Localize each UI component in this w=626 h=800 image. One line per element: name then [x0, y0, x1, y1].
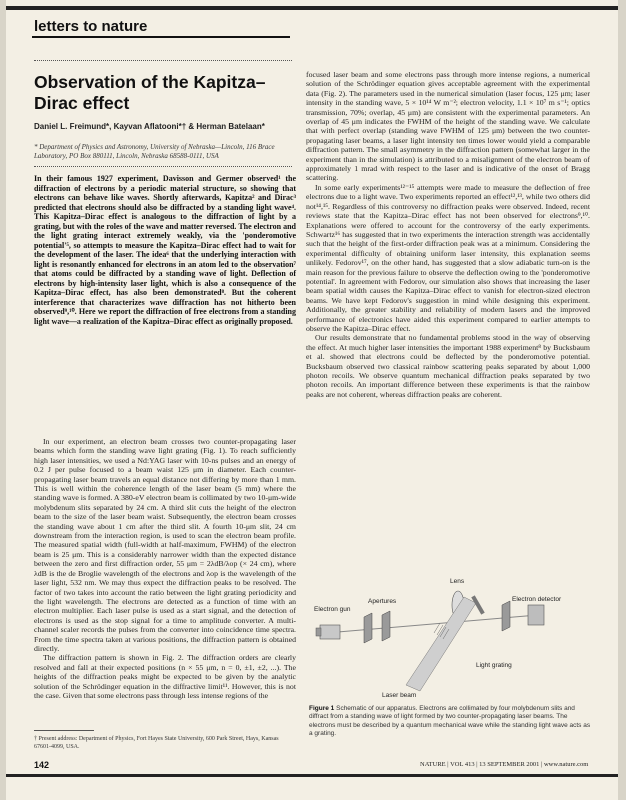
right-column-body [306, 70, 590, 399]
label-apertures: Apertures [368, 598, 397, 605]
journal-footer: NATURE | VOL 413 | 13 SEPTEMBER 2001 | www.nature.com [420, 761, 589, 768]
section-underline [32, 36, 290, 38]
label-laser-beam: Laser beam [382, 692, 417, 699]
dotted-divider [34, 60, 292, 61]
dotted-divider [34, 166, 292, 167]
body-paragraph: In some early experiments¹²⁻¹⁵ attempts were made to measure the deflection of free electrons due to a light wave. Two experiments reported an effect¹²,¹³, while two others did not¹⁴,¹⁵. Regardless of this controversy no diffraction peaks were observed. Indeed, recent reviews state that the Kapitza–Dirac effect has not been observed for electrons⁹,¹⁰. Explanations were offered to account for the controversy of the early experiments. Schwartz¹⁶ has suggested that in two experiments the interaction strength was accidentally such that the height of the first-order diffraction peak was at a minimum. Considering the experimental difficulty of obtaining uniform laser intensity, this explanation seems unlikely. Fedorov¹⁷, on the other hand, has suggested that a slow adiabatic turn-on is the main reason for the previous failure to observe the deflection owing to the 'ponderomotive potential'. In agreement with Fedorov, our simulation also shows that increasing the laser beam spatial width causes the Kapitza–Dirac effect to vanish for electron-sized electron beams. We have kept Fedorov's suggestion in mind while designing this experiment. Additionally, the greater stability and reliability of modern lasers and the improved performance of electronics have aided this experiment compared to earlier attempts to observe the Kapitza–Dirac effect. [306, 182, 590, 333]
electron-gun-shape [316, 625, 340, 639]
body-paragraph: Our results demonstrate that no fundamental problems stood in the way of observing the effect. At much higher laser intensities the important 1988 experiment⁸ by Bucksbaum et al. showed that electrons could be deflected by the ponderomotive potential. Bucksbaum observed two classical rainbow scattering peaks separated by about 1,000 photon recoils. We observe quantum mechanical diffraction peaks separated by two photon recoils. An important difference between these experiments is that the rainbow peaks are not coherent, whereas diffraction peaks are coherent. [306, 333, 590, 399]
body-paragraph: The diffraction pattern is shown in Fig. 2. The diffraction orders are clearly resolved and fall at their expected positions (n × 55 μm, n = 0, ±1, ±2, ...). The heights of the diffraction peaks might be expected to be given by the analytic solution of the Schrödinger equation in the diffractive limit¹¹. However, this is not the case. Given that some electrons pass through less intense regions of the [34, 653, 296, 700]
article-abstract: In their famous 1927 experiment, Davisson and Germer observed¹ the diffraction of electrons by a periodic material structure, so showing that electrons can behave like waves. Shortly afterwards, Kapitza² and Dirac³ predicted that electrons should also be diffracted by a standing light wave⁴. This Kapitza–Dirac effect is analogous to the diffraction of light by a grating, but with the roles of the wave and matter reversed. The electron and the light grating interact extremely weakly, via the 'ponderomotive potential'⁵, so attempts to measure the Kapitza–Dirac effect had to wait for the development of the laser. The idea⁶ that the underlying interaction with light is resonantly enhanced for electrons in an atom led to the observation⁷ that atoms could be diffracted by a standing wave of light. Deflection of electrons by high-intensity laser light, which is also a consequence of the Kapitza–Dirac effect, has also been demonstrated⁸. But the coherent interference that characterizes wave diffraction has not hitherto been observed⁹,¹⁰. Here we report the diffraction of free electrons from a standing light wave—a realization of the Kapitza–Dirac effect as originally proposed. [34, 174, 296, 326]
left-column-body [34, 437, 296, 700]
journal-page [6, 0, 618, 800]
laser-beam-shape [406, 597, 476, 691]
caption-text: Schematic of our apparatus. Electrons are collimated by four molybdenum slits and diffract from a standing wave of light formed by two counter-propagating laser beams. The electrons must be described by a quantum mechanical wave while the standing light wave acts as a grating. [309, 705, 591, 738]
article-authors: Daniel L. Freimund*, Kayvan Aflatooni*† & Herman Batelaan* [34, 122, 265, 131]
article-title: Observation of the Kapitza–Dirac effect [34, 72, 266, 113]
section-label: letters to nature [34, 18, 148, 35]
body-paragraph: In our experiment, an electron beam crosses two counter-propagating laser beams which form the standing wave light grating (Fig. 1). To reach sufficiently high laser intensities, we used a Nd:YAG laser with 10-ns pulses and an energy of 0.2 J per pulse focused to a beam waist 125 μm in diameter. Each counter-propagating laser beam travels an equal distance not differing by more than 1 mm. This is well within the coherence length of the laser beam (5 mm) where the standing wave is formed. A 380-eV electron beam is collimated by two 10-μm-wide molybdenum slits separated by 24 cm. A third slit cuts the height of the electron beam to the size of the laser beam waist. Subsequently, the electron beam crosses the standing wave about 1 cm after the third slit. A fourth 10-μm slit, 24 cm downstream from the interaction region, is used to scan the electron beam profile. The measured spatial width (full-width at half-maximum, FWHM) of the electron beam is 25 μm. This is a considerably narrower width than the expected distance between the zero and first diffraction order, 55 μm = 2λdB/λop (× 24 cm), where λdB is the de Broglie wavelength of the electrons and λop is the wavelength of the laser light, 532 nm. We may thus expect the diffraction peaks to be resolved. The factor of two takes into account the ratio between the light grating periodicity and the light wavelength. The electrons are detected as a function of time with an electron multiplier. Each laser pulse is used as a start signal, and the detection of electrons is used as the stop signal for a time to amplitude converter. A multi-channel scaler records the pulses from the converter into coincidence time spectra. From the time spectra taken at various positions, the diffraction pattern is obtained directly. [34, 437, 296, 653]
label-lens: Lens [450, 578, 465, 585]
figure-caption [309, 705, 591, 739]
article-affiliation: * Department of Physics and Astronomy, University of Nebraska—Lincoln, 116 Brace Laboratory, PO Box 880111, Lincoln, Nebraska 68588-0111, USA [34, 143, 275, 160]
label-electron-detector: Electron detector [512, 596, 562, 603]
aperture-slit [364, 601, 510, 643]
apparatus-figure [306, 575, 590, 700]
page-number: 142 [34, 760, 50, 770]
electron-detector-shape [528, 605, 544, 625]
label-electron-gun: Electron gun [314, 606, 351, 613]
label-light-grating: Light grating [476, 662, 512, 669]
top-rule [6, 6, 618, 10]
caption-lead: Figure 1 [309, 705, 335, 712]
body-paragraph: focused laser beam and some electrons pass through more intense regions, a numerical solution of the Schrödinger equation gives acceptable agreement with the experimental data (Fig. 2). The parameters used in the numerical simulation (laser focus, 125 μm; laser intensity in the standing wave, 5 × 10¹⁴ W m⁻²; electron velocity, 1.1 × 10⁷ m s⁻¹; optics transmission, 70%; overlap, 45 μm) are consistent with the experimental parameters. An overlap of 45 μm indicates the FWHM of the height of the standing wave. We calculate that with perfect overlap (standing wave FWHM of 125 μm) between the two counter-propagating laser beams, a laser light intensity ten times lower would yield a comparable diffraction pattern. The small asymmetry in the diffraction pattern (somewhat larger in the experiment than in the simulation) is attributed to a misalignment of the electron beam of approximately 1 mrad with respect to the laser and is indicative of the onset of Bragg scattering. [306, 70, 590, 183]
bottom-rule [6, 774, 618, 777]
footnote: † Present address: Department of Physics, Fort Hayes State University, 600 Park Street, Hays, Kansas 67601-4099, USA. [34, 736, 279, 750]
footnote-rule [34, 730, 94, 731]
